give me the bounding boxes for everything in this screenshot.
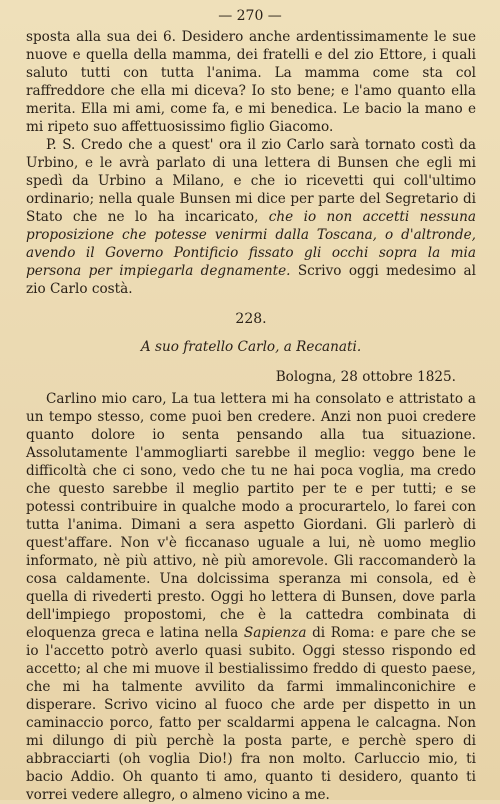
postscript-closing: Scrivo oggi medesimo al zio Carlo costà. — [26, 263, 476, 297]
letter-body — [26, 390, 476, 804]
letter-recipient: A suo fratello Carlo, a Recanati. — [140, 339, 362, 355]
previous-letter-ending: sposta alla sua dei 6. Desidero anche ardentissimamente le sue nuove e quella della mamma, dei fratelli e del zio Ettore, i quali saluto tutti con tutta l'anima. La mamma come sta col raffreddore che ella mi diceva? Io sto bene; e l'amo quanto ella merita. Ella mi ami, come fa, e mi benedica. Le bacio la mano e mi ripeto suo affettuosissimo figlio Giacomo. — [26, 29, 476, 135]
letter-body-italic: Sapienza — [243, 625, 307, 641]
letter-body-part-2: di Roma: e pare che se io l'accetto potrò averlo quasi subito. Oggi stesso rispondo ed accetto; al che mi muove il bestialissimo freddo di questo paese, che mi ha talmente avvilito da farmi immalinconichire e disperare. Scrivo vicino al fuoco che arde per dispetto in un caminaccio porco, fatto per scaldarmi appena le calcagna. Non mi dilungo di più perchè la posta parte, e perchè spero di abbracciarti (oh voglia Dio!) fra non molto. Carluccio mio, ti bacio Addio. Oh quanto ti amo, quanto ti desidero, quanto ti vorrei vedere allegro, o almeno vicino a me. — [26, 625, 477, 803]
letter-number: 228. — [235, 311, 267, 327]
page-text — [26, 28, 476, 804]
postscript — [26, 136, 476, 298]
page-number: — 270 — — [218, 8, 282, 24]
letter-dateline: Bologna, 28 ottobre 1825. — [275, 369, 456, 385]
letter-body-part-1: Carlino mio caro, La tua lettera mi ha consolato e attristato a un tempo stesso, come puoi ben credere. Anzi non puoi credere quanto dolore io senta pensando alla tua situazione. Assolutamente l'ammogliarti sarebbe il meglio: veggo bene le difficoltà che ci sono, vedo che tu ne hai poca voglia, ma credo che questo sarebbe il meglio partito per te e per tutti; e se potessi contribuire in qualche modo a procurartelo, lo farei con tutta l'anima. Dimani a sera aspetto Giordani. Gli parlerò di quest'affare. Non v'è ficcanaso uguale a lui, nè uomo meglio informato, nè più attivo, nè più amorevole. Gli raccomanderò la cosa caldamente. Una dolcissima speranza mi consola, ed è quella di rivederti presto. Oggi ho lettera di Bunsen, dove parla dell'impiego propostomi, che è la cattedra combinata di eloquenza greca e latina nella — [26, 391, 476, 641]
postscript-text: P. S. Credo che a quest' ora il zio Carlo sarà tornato costì da Urbino, e le avrà parlato di una lettera di Bunsen che egli mi spedì da Urbino a Milano, e che io ricevetti qui coll'ultimo ordinario; nella quale Bunsen mi dice per parte del Segretario di Stato che ne lo ha incaricato, — [26, 137, 476, 225]
postscript-italic-quote: che io non accetti nessuna proposizione che potesse venirmi dalla Toscana, o d'altronde, avendo il Governo Pontificio fissato gli occhi sopra la mia persona per impiegarla degnamente. — [26, 209, 476, 279]
